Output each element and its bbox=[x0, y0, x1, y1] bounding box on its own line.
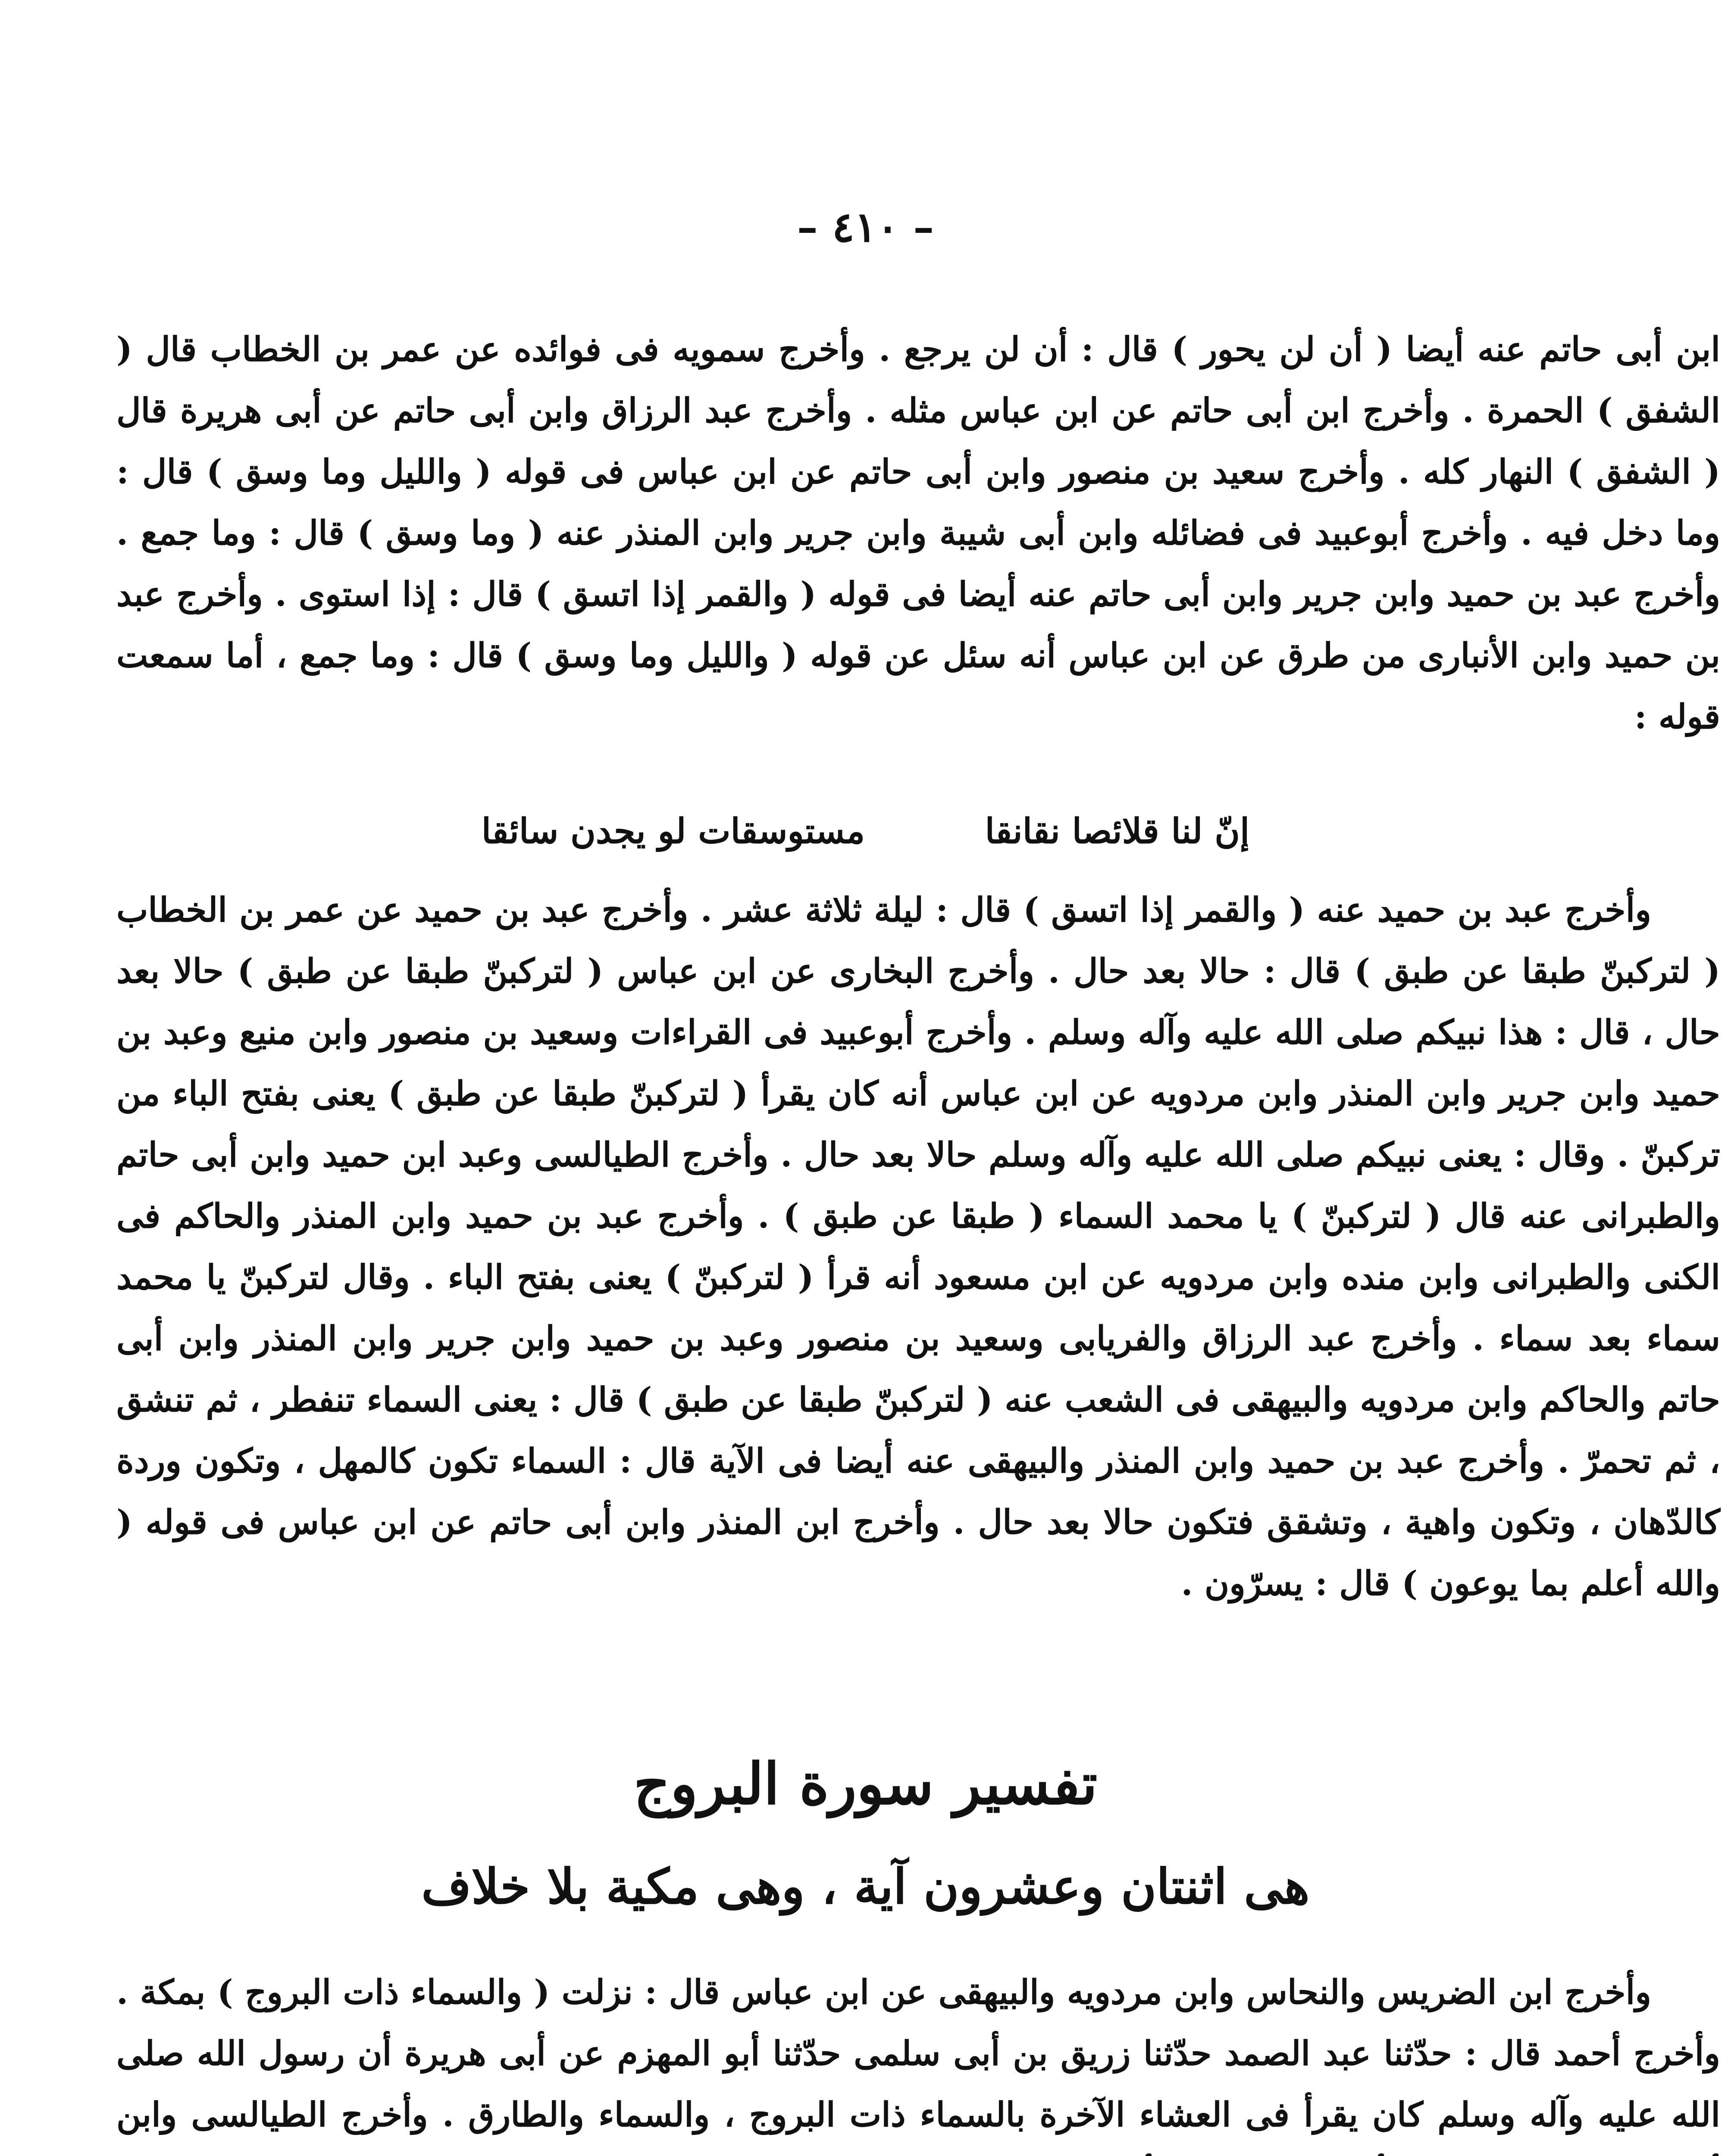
poem-hemistich-2: مستوسقات لو يجدن سائقا bbox=[481, 811, 865, 851]
commentary-paragraph-1 bbox=[116, 319, 1720, 748]
surah-title: تفسير سورة البروج bbox=[633, 1751, 1098, 1818]
commentary-paragraph-2 bbox=[116, 880, 1720, 1614]
surah-subtitle: هى اثنتان وعشرون آية ، وهى مكية بلا خلاف bbox=[421, 1858, 1310, 1915]
commentary-paragraph-3 bbox=[116, 1962, 1720, 2156]
poem-verse bbox=[0, 811, 1731, 851]
poem-hemistich-1: إنّ لنا قلائصا نقانقا bbox=[985, 811, 1250, 851]
paragraph-text: وأخرج عبد بن حميد عنه ( والقمر إذا اتسق ) قال : ليلة ثلاثة عشر . وأخرج عبد بن حميد عن عمر بن الخطاب ( لتركبنّ طبقا عن طبق ) قال : حالا بعد حال . وأخرج البخارى عن ابن عباس ( لتركبنّ طبقا عن طبق ) حالا بعد حال ، قال : هذا نبيكم صلى الله عليه وآله وسلم . وأخرج أبوعبيد فى القراءات وسعيد بن منصور وابن منيع وعبد بن حميد وابن جرير وابن المنذر وابن مردويه عن ابن عباس أنه كان يقرأ ( لتركبنّ طبقا عن طبق ) يعنى بفتح الباء من تركبنّ . وقال : يعنى نبيكم صلى الله عليه وآله وسلم حالا بعد حال . وأخرج الطيالسى وعبد ابن حميد وابن أبى حاتم والطبرانى عنه قال ( لتركبنّ ) يا محمد السماء ( طبقا عن طبق ) . وأخرج عبد بن حميد وابن المنذر والحاكم فى الكنى والطبرانى وابن منده وابن مردويه عن ابن مسعود أنه قرأ ( لتركبنّ ) يعنى بفتح الباء . وقال لتركبنّ يا محمد سماء بعد سماء . وأخرج عبد الرزاق والفريابى وسعيد بن منصور وعبد بن حميد وابن جرير وابن المنذر وابن أبى حاتم والحاكم وابن مردويه والبيهقى فى الشعب عنه ( لتركبنّ طبقا عن طبق ) قال : يعنى السماء تنفطر ، ثم تنشق ، ثم تحمرّ . وأخرج عبد بن حميد وابن المنذر والبيهقى عنه أيضا فى الآية قال : السماء تكون كالمهل ، وتكون وردة كالدّهان ، وتكون واهية ، وتشقق فتكون حالا بعد حال . وأخرج ابن المنذر وابن أبى حاتم عن ابن عباس فى قوله ( والله أعلم بما يوعون ) قال : يسرّون . bbox=[116, 890, 1721, 1603]
paragraph-text: ابن أبى حاتم عنه أيضا ( أن لن يحور ) قال : أن لن يرجع . وأخرج سمويه فى فوائده عن عمر بن الخطاب قال ( الشفق ) الحمرة . وأخرج ابن أبى حاتم عن ابن عباس مثله . وأخرج عبد الرزاق وابن أبى حاتم عن أبى هريرة قال ( الشفق ) النهار كله . وأخرج سعيد بن منصور وابن أبى حاتم عن ابن عباس فى قوله ( والليل وما وسق ) قال : وما دخل فيه . وأخرج أبوعبيد فى فضائله وابن أبى شيبة وابن جرير وابن المنذر عنه ( وما وسق ) قال : وما جمع . وأخرج عبد بن حميد وابن جرير وابن أبى حاتم عنه أيضا فى قوله ( والقمر إذا اتسق ) قال : إذا استوى . وأخرج عبد بن حميد وابن الأنبارى من طرق عن ابن عباس أنه سئل عن قوله ( والليل وما وسق ) قال : وما جمع ، أما سمعت قوله : bbox=[116, 330, 1720, 736]
paragraph-text: وأخرج ابن الضريس والنحاس وابن مردويه والبيهقى عن ابن عباس قال : نزلت ( والسماء ذات البروج ) بمكة . وأخرج أحمد قال : حدّثنا عبد الصمد حدّثنا زريق بن أبى سلمى حدّثنا أبو المهزم عن أبى هريرة أن رسول الله صلى الله عليه وآله وسلم كان يقرأ فى العشاء الآخرة بالسماء ذات البروج ، والسماء والطارق . وأخرج الطيالسى وابن bbox=[116, 1973, 1720, 2134]
page-number: – ٤١٠ – bbox=[797, 203, 934, 251]
